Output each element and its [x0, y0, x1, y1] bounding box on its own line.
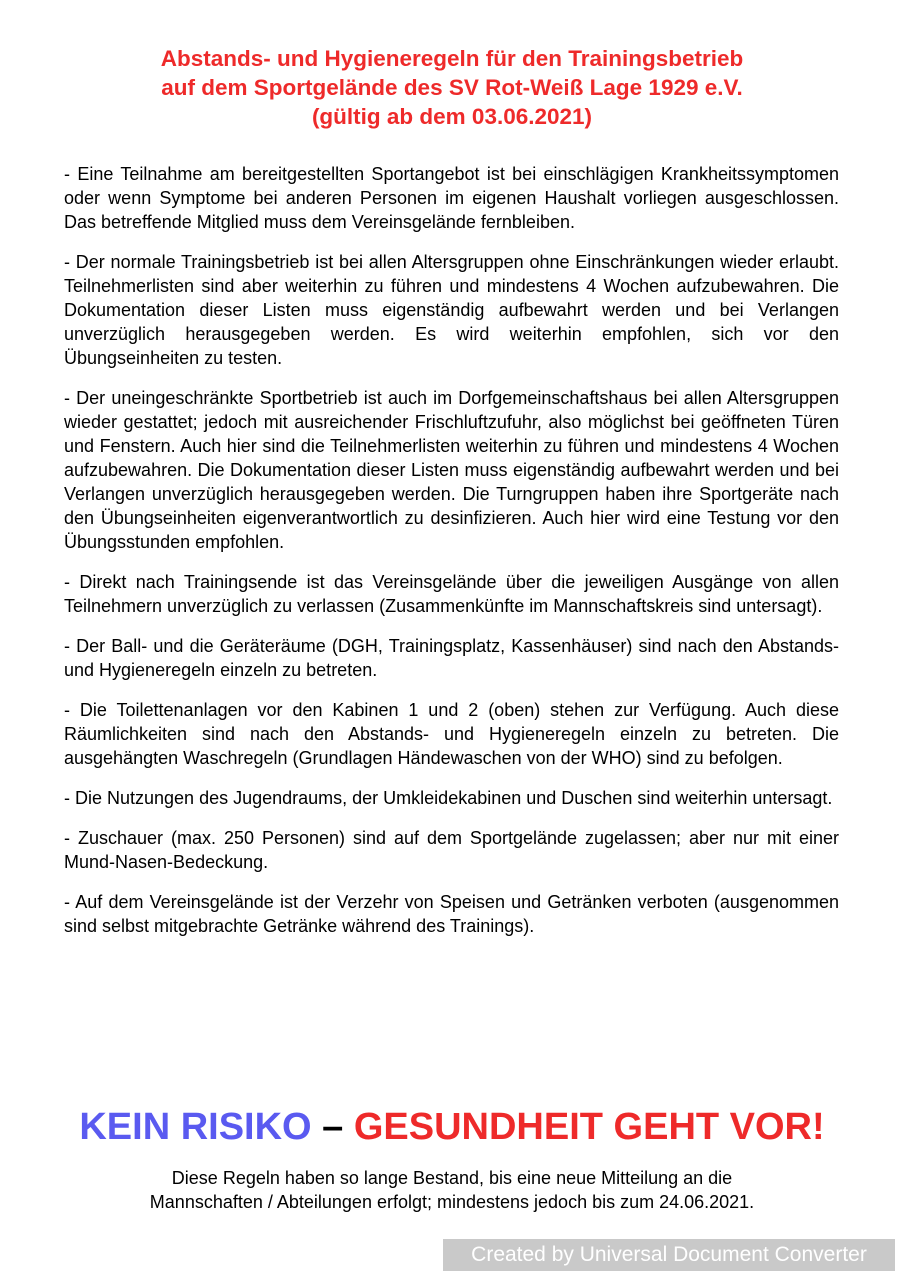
document-title	[60, 44, 844, 131]
rule-paragraph-2: - Der normale Trainingsbetrieb ist bei allen Altersgruppen ohne Einschränkungen wieder erlaubt. Teilnehmerlisten sind aber weiterhin zu führen und mindestens 4 Wochen aufzubewahren. Die Dokumentation dieser Listen muss eigenständig aufbewahrt werden und bei Verlangen unverzüglich herausgegeben werden. Es wird weiterhin empfohlen, sich vor den Übungseinheiten zu testen.	[64, 252, 839, 368]
slogan-part-1: KEIN RISIKO	[79, 1106, 312, 1148]
rule-paragraph-9: - Auf dem Vereinsgelände ist der Verzehr von Speisen und Getränken verboten (ausgenommen sind selbst mitgebrachte Getränke während des Trainings).	[64, 892, 839, 936]
slogan-separator: –	[311, 1106, 354, 1148]
rule-paragraph-6: - Die Toilettenanlagen vor den Kabinen 1 und 2 (oben) stehen zur Verfügung. Auch diese Räumlichkeiten sind nach den Abstands- und Hygieneregeln einzeln zu betreten. Die ausgehängten Waschregeln (Grundlagen Händewaschen von der WHO) sind zu befolgen.	[64, 700, 839, 768]
title-line-2: auf dem Sportgelände des SV Rot-Weiß Lage 1929 e.V.	[161, 75, 743, 100]
rule-paragraph-3: - Der uneingeschränkte Sportbetrieb ist auch im Dorfgemeinschaftshaus bei allen Altersgruppen wieder gestattet; jedoch mit ausreichender Frischluftzufuhr, also möglichst bei geöffneten Türen und Fenstern. Auch hier sind die Teilnehmerlisten weiterhin zu führen und mindestens 4 Wochen aufzubewahren. Die Dokumentation dieser Listen muss eigenständig aufbewahrt werden und bei Verlangen unverzüglich herausgegeben werden. Die Turngruppen haben ihre Sportgeräte nach den Übungseinheiten eigenverantwortlich zu desinfizieren. Auch hier wird eine Testung vor den Übungsstunden empfohlen.	[64, 388, 839, 552]
converter-watermark: Created by Universal Document Converter	[443, 1239, 895, 1271]
rule-paragraph-8: - Zuschauer (max. 250 Personen) sind auf dem Sportgelände zugelassen; aber nur mit einer Mund-Nasen-Bedeckung.	[64, 828, 839, 872]
rule-paragraph-5: - Der Ball- und die Geräteräume (DGH, Trainingsplatz, Kassenhäuser) sind nach den Abstands- und Hygieneregeln einzeln zu betreten.	[64, 636, 839, 680]
validity-note	[60, 1166, 844, 1214]
title-line-1: Abstands- und Hygieneregeln für den Trainingsbetrieb	[160, 46, 744, 71]
title-line-3: (gültig ab dem 03.06.2021)	[311, 104, 593, 129]
rule-paragraph-1: - Eine Teilnahme am bereitgestellten Sportangebot ist bei einschlägigen Krankheitssymptomen oder wenn Symptome bei anderen Personen im eigenen Haushalt vorliegen ausgeschlossen. Das betreffende Mitglied muss dem Vereinsgelände fernbleiben.	[64, 164, 839, 232]
slogan-part-2: GESUNDHEIT GEHT VOR!	[353, 1106, 825, 1148]
validity-note-line-1: Diese Regeln haben so lange Bestand, bis eine neue Mitteilung an die	[171, 1168, 733, 1188]
rules-body	[64, 162, 839, 954]
validity-note-line-2: Mannschaften / Abteilungen erfolgt; mindestens jedoch bis zum 24.06.2021.	[149, 1192, 755, 1212]
rule-paragraph-4: - Direkt nach Trainingsende ist das Vereinsgelände über die jeweiligen Ausgänge von allen Teilnehmern unverzüglich zu verlassen (Zusammenkünfte im Mannschaftskreis sind untersagt).	[64, 572, 839, 616]
slogan	[40, 1102, 864, 1152]
rule-paragraph-7: - Die Nutzungen des Jugendraums, der Umkleidekabinen und Duschen sind weiterhin untersagt.	[64, 788, 833, 808]
